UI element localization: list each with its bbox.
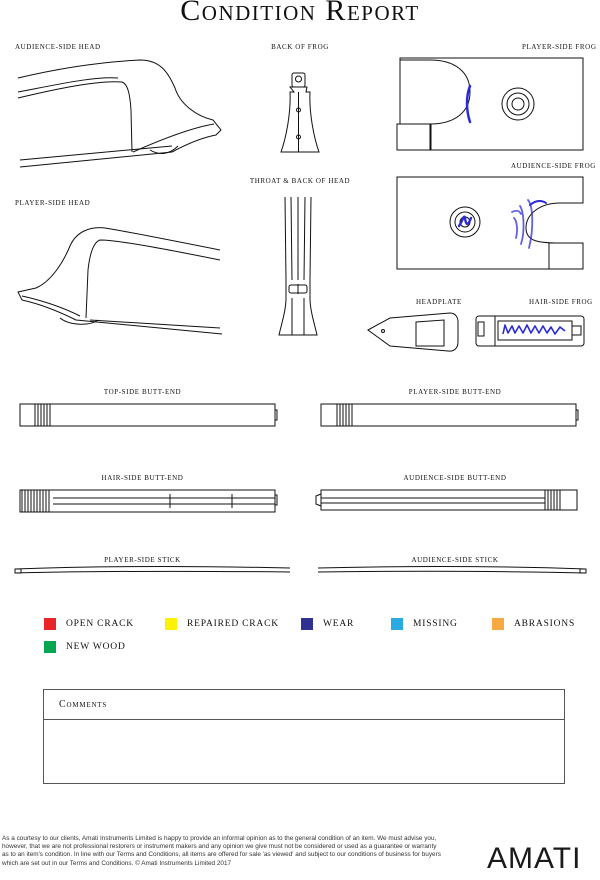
legend-label-open-crack: OPEN CRACK	[66, 619, 134, 629]
disclaimer-text: As a courtesy to our clients, Amati Instruments Limited is happy to provide an informal opinion as to the general condition of an item. We must advise you, however, that we are not professional restorers or instrument makers and any opinion we give must not be considered or used as a guarantee or warranty as to an item's condition. In line with our Terms and Conditions, all items are offered for sale 'as viewed' and subject to our conditions of business for buyers which are set out in our Terms and Conditions. © Amati Instruments Limited 2017	[2, 835, 441, 867]
legend-label-abrasions: ABRASIONS	[514, 619, 576, 629]
label-audience-side-head: AUDIENCE-SIDE HEAD	[15, 43, 101, 51]
legend-label-new-wood: NEW WOOD	[66, 642, 126, 652]
label-audience-side-butt-end: AUDIENCE-SIDE BUTT-END	[403, 474, 507, 482]
label-throat-back-of-head: THROAT & BACK OF HEAD	[249, 177, 351, 185]
legend-swatch-open-crack	[44, 618, 56, 630]
comments-box	[43, 689, 565, 784]
label-player-side-stick: PLAYER-SIDE STICK	[104, 556, 181, 564]
wear-mark-audience-frog-edge	[512, 200, 532, 248]
legend-swatch-wear	[301, 618, 313, 630]
label-player-side-frog: PLAYER-SIDE FROG	[522, 43, 597, 51]
legend-swatch-missing	[391, 618, 403, 630]
legend-repaired-crack	[165, 617, 279, 631]
label-hair-side-butt-end: HAIR-SIDE BUTT-END	[101, 474, 184, 482]
legend-new-wood	[44, 640, 126, 654]
wear-mark-hair-frog	[503, 325, 565, 334]
label-top-side-butt-end: TOP-SIDE BUTT-END	[103, 388, 182, 396]
label-audience-side-stick: AUDIENCE-SIDE STICK	[411, 556, 499, 564]
comments-heading: Comments	[44, 690, 564, 720]
label-audience-side-frog: AUDIENCE-SIDE FROG	[511, 162, 596, 170]
label-headplate: HEADPLATE	[416, 298, 462, 306]
label-back-of-frog: BACK OF FROG	[271, 43, 329, 51]
legend-missing	[391, 617, 458, 631]
legend-swatch-new-wood	[44, 641, 56, 653]
legend-swatch-repaired-crack	[165, 618, 177, 630]
legend-label-repaired-crack: REPAIRED CRACK	[187, 619, 279, 629]
label-player-side-head: PLAYER-SIDE HEAD	[15, 199, 91, 207]
amati-logo: AMATI	[487, 842, 582, 875]
legend-label-wear: WEAR	[323, 619, 355, 629]
comments-field[interactable]	[44, 720, 564, 782]
wear-mark-audience-frog-eye	[459, 217, 471, 226]
legend-label-missing: MISSING	[413, 619, 458, 629]
wear-mark-player-frog	[467, 86, 470, 122]
legend-abrasions	[492, 617, 575, 631]
label-player-side-butt-end: PLAYER-SIDE BUTT-END	[408, 388, 502, 396]
label-hair-side-frog: HAIR-SIDE FROG	[529, 298, 593, 306]
legend-swatch-abrasions	[492, 618, 504, 630]
wear-mark-audience-frog-dark	[530, 201, 546, 205]
legend-open-crack	[44, 617, 134, 631]
legend-wear	[301, 617, 354, 631]
page-title: Condition Report	[180, 0, 420, 27]
